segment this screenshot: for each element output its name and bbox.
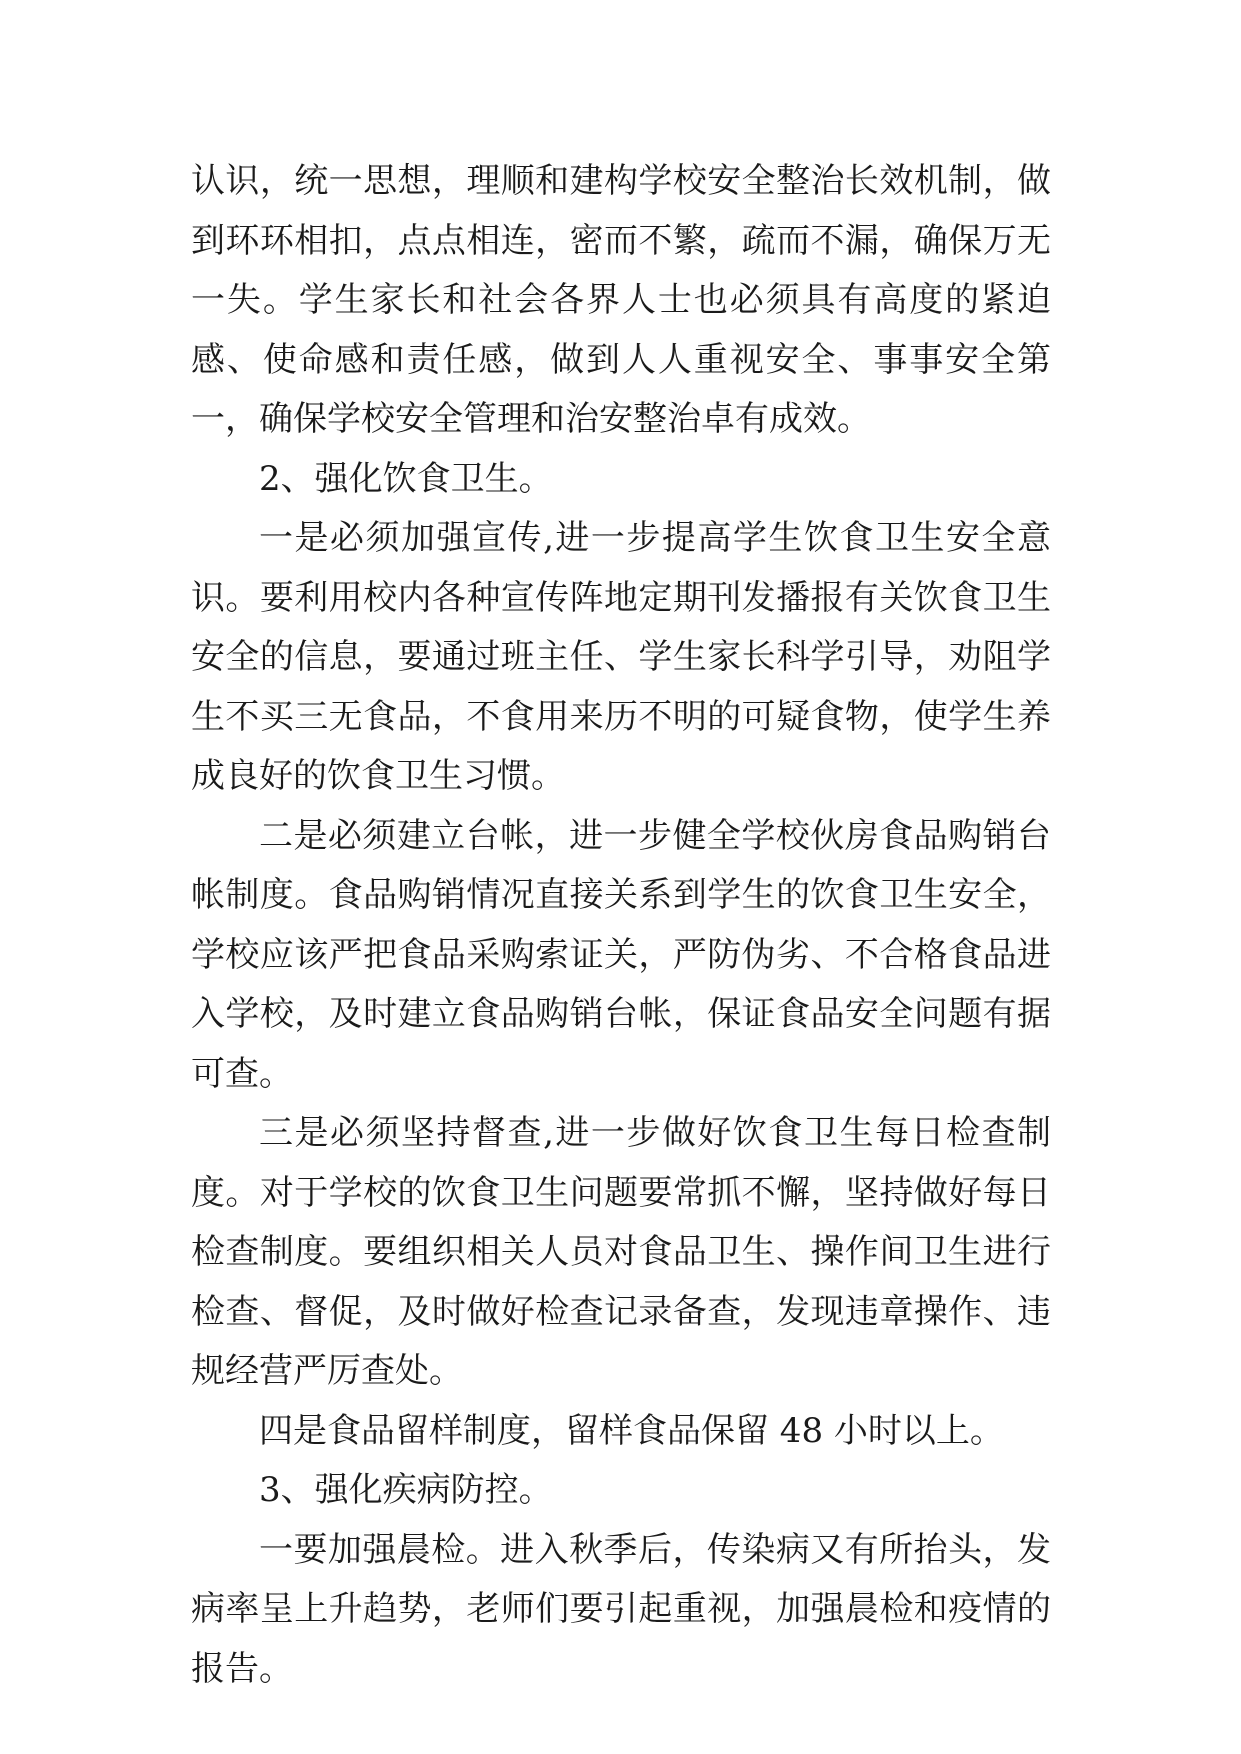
- paragraph-sample-retention: 四是食品留样制度，留样食品保留 48 小时以上。: [259, 1410, 1004, 1451]
- paragraph-ledger: 二是必须建立台帐，进一步健全学校伙房食品购销台帐制度。食品购销情况直接关系到学生的饮食卫生安全，学校应该严把食品采购索证关，严防伪劣、不合格食品进入学校，及时建立食品购销台帐，保证食品安全问题有据可查。: [191, 815, 1051, 1094]
- paragraph-inspection: 三是必须坚持督查,进一步做好饮食卫生每日检查制度。对于学校的饮食卫生问题要常抓不懈，坚持做好每日检查制度。要组织相关人员对食品卫生、操作间卫生进行检查、督促，及时做好检查记录备查，发现违章操作、违规经营严厉查处。: [191, 1113, 1051, 1391]
- section-heading-food-hygiene: 2、强化饮食卫生。: [259, 458, 553, 499]
- paragraph-continuation: 认识，统一思想，理顺和建构学校安全整治长效机制，做到环环相扣，点点相连，密而不繁，疏而不漏，确保万无一失。学生家长和社会各界人士也必须具有高度的紧迫感、使命感和责任感，做到人人重视安全、事事安全第一，确保学校安全管理和治安整治卓有成效。: [191, 161, 1051, 439]
- paragraph-morning-check: 一要加强晨检。进入秋季后，传染病又有所抬头，发病率呈上升趋势，老师们要引起重视，加强晨检和疫情的报告。: [191, 1529, 1051, 1689]
- document-page: [191, 152, 1051, 1699]
- paragraph-publicity: 一是必须加强宣传,进一步提高学生饮食卫生安全意识。要利用校内各种宣传阵地定期刊发播报有关饮食卫生安全的信息，要通过班主任、学生家长科学引导，劝阻学生不买三无食品，不食用来历不明的可疑食物，使学生养成良好的饮食卫生习惯。: [191, 518, 1051, 796]
- section-heading-disease-control: 3、强化疾病防控。: [259, 1470, 553, 1510]
